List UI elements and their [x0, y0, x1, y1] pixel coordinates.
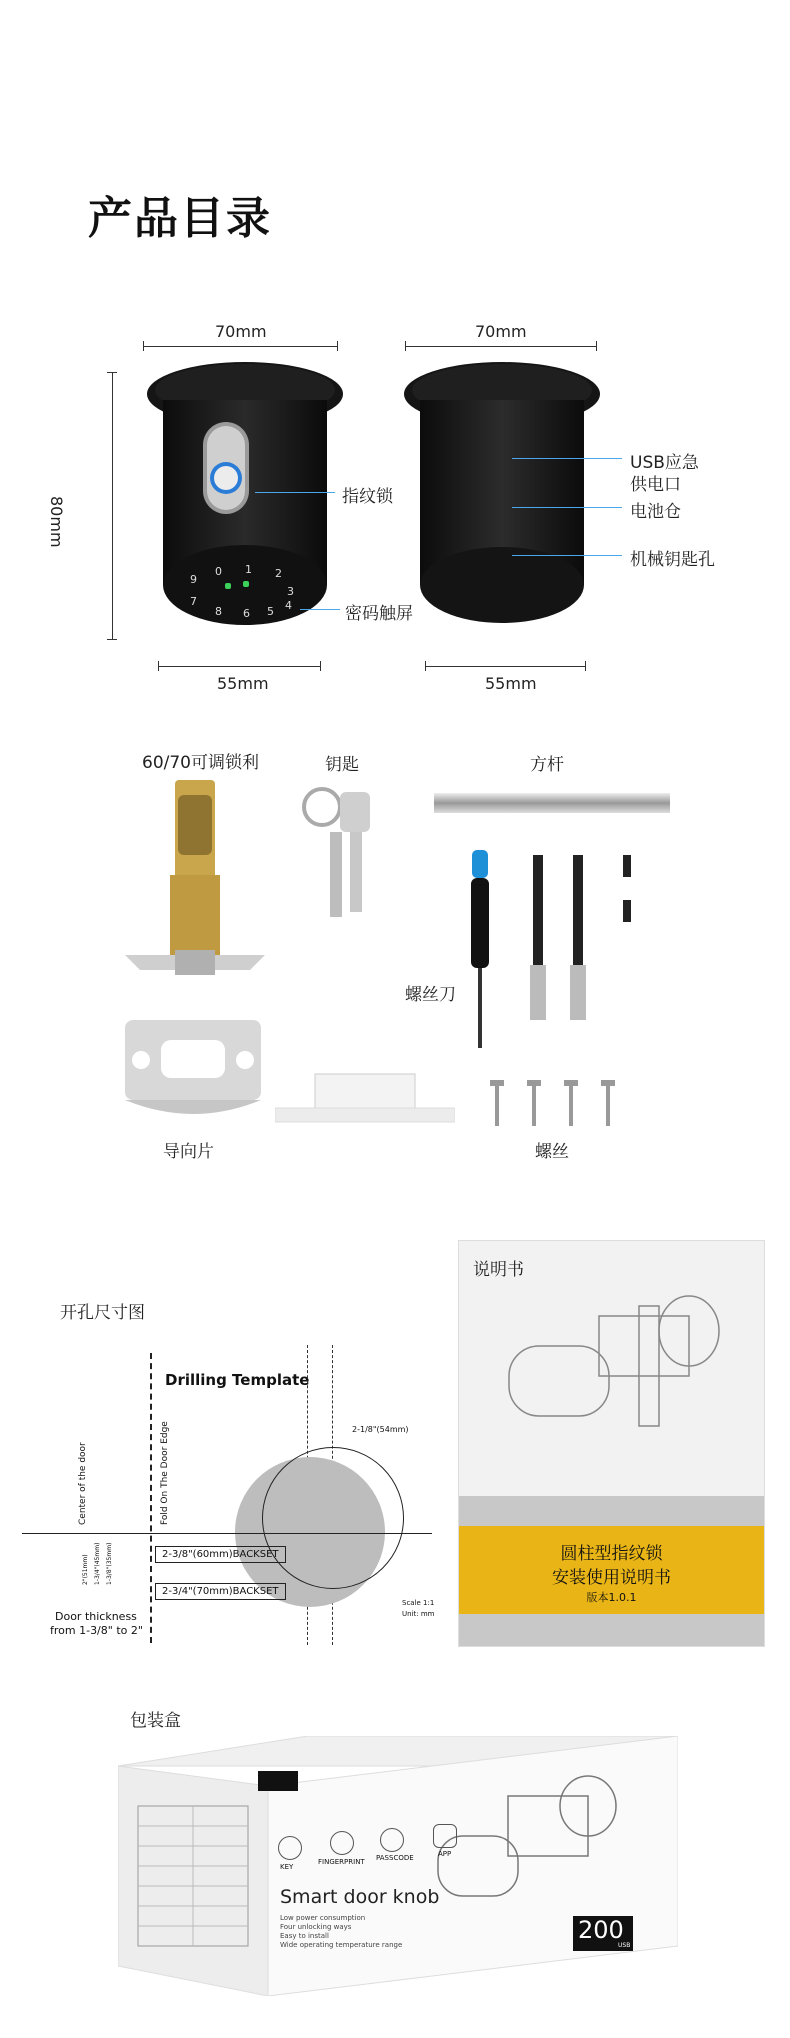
short-screws-image — [485, 1080, 625, 1130]
drilling-template — [0, 1335, 450, 1655]
measure-b: 1-3/4"(45mm) — [94, 1542, 101, 1585]
key-digit[interactable]: 6 — [243, 607, 250, 620]
thickness-label-2: from 1-3/8" to 2" — [50, 1624, 143, 1637]
box-icon-app — [433, 1824, 457, 1848]
box-icon-fingerprint — [330, 1831, 354, 1855]
long-screws-image — [525, 855, 675, 1025]
front-width-label: 70mm — [215, 322, 267, 341]
status-led-icon — [243, 581, 249, 587]
box-feature: Wide operating temperature range — [280, 1941, 403, 1949]
lock-views — [0, 310, 790, 710]
manual-line-1: 圆柱型指纹锁 — [560, 1544, 663, 1564]
grey-band-bottom — [459, 1614, 764, 1646]
side-width-label: 70mm — [475, 322, 527, 341]
keyhole-label: 机械钥匙孔 — [630, 550, 715, 570]
box-feature: Easy to install — [280, 1932, 329, 1940]
key-label: 钥匙 — [325, 755, 359, 775]
box-section-label: 包装盒 — [130, 1711, 181, 1731]
fingerprint-label: 指纹锁 — [342, 487, 393, 507]
key-digit[interactable]: 0 — [215, 565, 222, 578]
battery-label: 电池仓 — [630, 502, 681, 522]
callout-line — [512, 555, 622, 556]
box-feature: Four unlocking ways — [280, 1923, 352, 1931]
unit-label: Unit: mm — [402, 1610, 435, 1618]
icon-label-key: KEY — [280, 1863, 294, 1871]
latch-label: 60/70可调锁利 — [142, 753, 259, 773]
key-digit[interactable]: 3 — [287, 585, 294, 598]
callout-line — [300, 609, 340, 610]
box-icon-key — [278, 1836, 302, 1860]
usb-label-2: 供电口 — [630, 475, 681, 495]
scale-label: Scale 1:1 — [402, 1599, 435, 1607]
page-title: 产品目录 — [88, 193, 272, 244]
backset-70: 2-3/4"(70mm)BACKSET — [155, 1583, 286, 1600]
guide-label: 导向片 — [163, 1142, 214, 1162]
key-digit[interactable]: 9 — [190, 573, 197, 586]
latch-image — [120, 775, 270, 1000]
box-feature: Low power consumption — [280, 1914, 366, 1922]
usb-label: USB应急 — [630, 453, 699, 473]
lock-side-image — [402, 360, 602, 650]
manual-section-label: 说明书 — [473, 1260, 524, 1280]
height-label: 80mm — [47, 496, 66, 548]
box-icon-passcode — [380, 1828, 404, 1852]
box-product-name: Smart door knob — [280, 1886, 440, 1908]
guide-plate-image — [123, 1018, 263, 1123]
icon-label-passcode: PASSCODE — [376, 1854, 414, 1862]
key-digit[interactable]: 4 — [285, 599, 292, 612]
box-model-sub: USB — [618, 1942, 631, 1949]
fold-label: Fold On The Door Edge — [160, 1421, 170, 1525]
key-digit[interactable]: 1 — [245, 563, 252, 576]
key-digit[interactable]: 8 — [215, 605, 222, 618]
touchscreen-label: 密码触屏 — [345, 604, 413, 624]
key-digit[interactable]: 2 — [275, 567, 282, 580]
spindle-image — [432, 788, 672, 818]
screwdriver-image — [465, 850, 495, 1055]
icon-label-app: APP — [438, 1850, 452, 1858]
backset-60: 2-3/8"(60mm)BACKSET — [155, 1546, 286, 1563]
strike-box-image — [275, 1070, 455, 1130]
side-base-label: 55mm — [485, 674, 537, 693]
keys-image — [290, 782, 400, 932]
manual-line-2: 安装使用说明书 — [552, 1568, 671, 1588]
drilling-title: Drilling Template — [165, 1371, 310, 1389]
measure-a: 2"(51mm) — [82, 1554, 89, 1585]
screws-label: 螺丝 — [535, 1142, 569, 1162]
manual-card — [458, 1240, 765, 1647]
screwdriver-label: 螺丝刀 — [405, 985, 456, 1005]
drilling-section-label: 开孔尺寸图 — [60, 1303, 145, 1323]
keypad[interactable] — [175, 555, 315, 625]
callout-line — [512, 458, 622, 459]
package-box — [118, 1736, 678, 1996]
measure-c: 1-3/8"(35mm) — [106, 1542, 113, 1585]
manual-lock-illustration — [499, 1286, 729, 1436]
grey-band-top — [459, 1496, 764, 1526]
center-label: Center of the door — [78, 1442, 88, 1525]
box-model: 200 — [578, 1916, 624, 1944]
front-base-label: 55mm — [217, 674, 269, 693]
status-led-icon — [225, 583, 231, 589]
thickness-label-1: Door thickness — [55, 1610, 137, 1623]
key-digit[interactable]: 5 — [267, 605, 274, 618]
spindle-label: 方杆 — [530, 755, 564, 775]
callout-line — [512, 507, 622, 508]
key-digit[interactable]: 7 — [190, 595, 197, 608]
hole-label: 2-1/8"(54mm) — [352, 1425, 409, 1434]
icon-label-fingerprint: FINGERPRINT — [318, 1858, 365, 1866]
callout-line — [255, 492, 335, 493]
manual-version: 版本1.0.1 — [586, 1591, 637, 1604]
